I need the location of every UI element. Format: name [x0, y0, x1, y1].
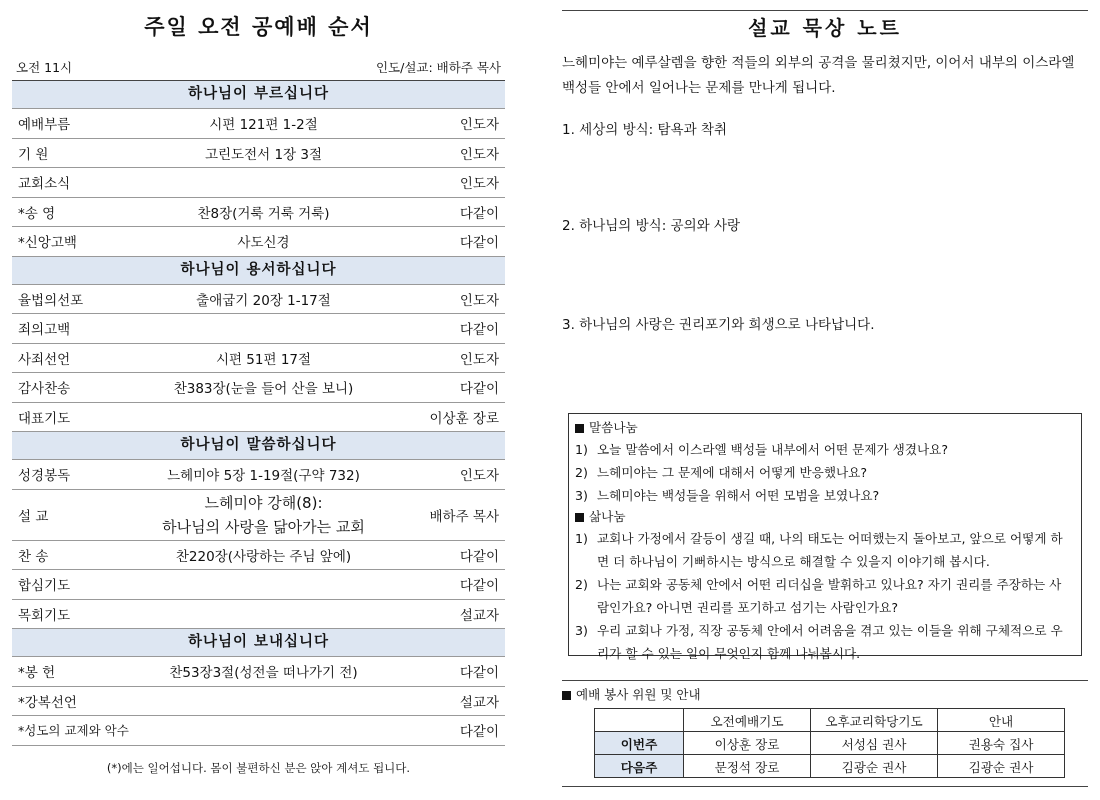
order-row	[12, 314, 505, 344]
section-header: 하나님이 말씀하십니다	[12, 432, 505, 460]
row-item: 성경봉독	[18, 468, 71, 485]
order-row	[12, 687, 505, 717]
question-item: 1) 오늘 말씀에서 이스라엘 백성들 내부에서 어떤 문제가 생겼나요?	[575, 442, 949, 457]
sharing-box	[568, 413, 1082, 661]
row-content: 찬8장(거룩 거룩 거룩)	[197, 205, 330, 222]
square-bullet-icon	[575, 424, 584, 433]
order-row	[12, 460, 505, 490]
section-header: 하나님이 용서하십니다	[12, 257, 505, 285]
table-cell: 이상훈 장로	[684, 732, 811, 755]
row-content: 느헤미야 5장 1-19절(구약 732)	[167, 468, 360, 485]
leader-info: 인도/설교: 배하주 목사	[375, 60, 501, 75]
row-item: 감사찬송	[18, 381, 71, 398]
order-row	[12, 227, 505, 257]
row-by: 설교자	[459, 694, 499, 711]
notes-title: 설교 묵상 노트	[562, 10, 1088, 43]
row-by: 다같이	[459, 322, 499, 339]
row-item: 대표기도	[18, 410, 71, 427]
row-item: 사죄선언	[18, 351, 71, 368]
table-row	[595, 732, 1065, 755]
column-header: 안내	[938, 709, 1065, 732]
order-row	[12, 657, 505, 687]
table-header-row	[595, 709, 1065, 732]
column-header: 오후교리학당기도	[811, 709, 938, 732]
row-item: 설 교	[18, 508, 49, 525]
service-heading: 예배 봉사 위원 및 안내	[562, 680, 1088, 703]
word-sharing-heading: 말씀나눔	[575, 418, 1073, 438]
sermon-point: 3. 하나님의 사랑은 권리포기와 희생으로 나타납니다.	[562, 317, 875, 333]
row-item: 합심기도	[18, 578, 71, 595]
row-by: 인도자	[459, 468, 499, 485]
row-by: 다같이	[459, 205, 499, 222]
worship-order	[12, 0, 505, 776]
sermon-notes	[562, 0, 1088, 775]
life-sharing-heading: 삶나눔	[575, 507, 1073, 527]
order-row	[12, 541, 505, 571]
row-content: 시편 121편 1-2절	[209, 117, 318, 134]
question-item: 3) 우리 교회나 가정, 직장 공동체 안에서 어려움을 겪고 있는 이들을 위해 구체적으로 우리가 할 수 있는 일이 무엇인지 함께 나눠봅시다.	[575, 623, 1063, 661]
table-cell: 서성심 권사	[811, 732, 938, 755]
order-row	[12, 285, 505, 315]
section-header: 하나님이 부르십니다	[12, 81, 505, 109]
order-row	[12, 403, 505, 433]
sermon-series: 느헤미야 강해(8):	[204, 493, 323, 512]
table-cell: 김광순 권사	[938, 755, 1065, 778]
bottom-rule	[562, 786, 1088, 787]
table-cell: 김광순 권사	[811, 755, 938, 778]
row-content: 고린도전서 1장 3절	[204, 146, 323, 163]
order-row	[12, 373, 505, 403]
service-table	[594, 708, 1065, 778]
row-content: 사도신경	[237, 235, 290, 252]
row-by: 배하주 목사	[429, 508, 499, 525]
row-content: 찬53장3절(성전을 떠나가기 전)	[169, 665, 358, 682]
order-title: 주일 오전 공예배 순서	[144, 15, 373, 39]
row-item: *신앙고백	[18, 235, 77, 252]
row-item: *성도의 교제와 악수	[18, 723, 129, 739]
row-item: *봉 헌	[18, 665, 56, 682]
row-content: 출애굽기 20장 1-17절	[196, 292, 331, 309]
row-label: 이번주	[595, 732, 684, 755]
order-row	[12, 198, 505, 228]
order-row	[12, 109, 505, 139]
order-row	[12, 139, 505, 169]
row-item: 기 원	[18, 146, 49, 163]
row-by: 다같이	[459, 235, 499, 252]
row-item: *송 영	[18, 205, 56, 222]
sermon-title	[132, 491, 395, 539]
row-by: 설교자	[459, 607, 499, 624]
row-label: 다음주	[595, 755, 684, 778]
table-cell: 권용숙 집사	[938, 732, 1065, 755]
order-meta	[12, 58, 505, 81]
sermon-point: 1. 세상의 방식: 탐욕과 착취	[562, 122, 728, 138]
service-time: 오전 11시	[16, 60, 73, 75]
row-item: 찬 송	[18, 548, 49, 565]
square-bullet-icon	[562, 691, 571, 700]
row-content: 찬220장(사랑하는 주님 앞에)	[175, 548, 352, 565]
row-by: 다같이	[459, 665, 499, 682]
table-cell: 문정석 장로	[684, 755, 811, 778]
row-item: 율법의선포	[18, 292, 84, 309]
row-by: 인도자	[459, 292, 499, 309]
question-item: 2) 나는 교회와 공동체 안에서 어떤 리더십을 발휘하고 있나요? 자기 권리를 주장하는 사람인가요? 아니면 권리를 포기하고 섬기는 사람인가요?	[575, 577, 1062, 615]
order-row-sermon	[12, 490, 505, 541]
row-by: 이상훈 장로	[429, 410, 499, 427]
row-by: 인도자	[459, 351, 499, 368]
standing-note: (*)에는 일어섭니다. 몸이 불편하신 분은 앉아 계셔도 됩니다.	[106, 760, 411, 775]
order-row	[12, 168, 505, 198]
square-bullet-icon	[575, 513, 584, 522]
row-by: 다같이	[459, 724, 499, 741]
row-item: 예배부름	[18, 117, 71, 134]
question-item: 2) 느헤미야는 그 문제에 대해서 어떻게 반응했나요?	[575, 465, 868, 480]
row-item: 죄의고백	[18, 322, 71, 339]
row-item: 목회기도	[18, 607, 71, 624]
table-corner	[595, 709, 684, 732]
row-item: *강복선언	[18, 694, 77, 711]
order-row	[12, 600, 505, 630]
row-by: 인도자	[459, 146, 499, 163]
sermon-point: 2. 하나님의 방식: 공의와 사랑	[562, 218, 741, 234]
row-by: 인도자	[459, 117, 499, 134]
row-item: 교회소식	[18, 176, 71, 193]
row-by: 다같이	[459, 578, 499, 595]
row-content: 시편 51편 17절	[215, 351, 312, 368]
question-item: 3) 느헤미야는 백성들을 위해서 어떤 모범을 보였나요?	[575, 488, 880, 503]
sermon-subtitle: 하나님의 사랑을 닮아가는 교회	[162, 517, 365, 536]
order-row	[12, 570, 505, 600]
row-by: 다같이	[459, 548, 499, 565]
order-row	[12, 344, 505, 374]
section-header: 하나님이 보내십니다	[12, 629, 505, 657]
column-header: 오전예배기도	[684, 709, 811, 732]
row-content: 찬383장(눈을 들어 산을 보니)	[173, 381, 354, 398]
row-by: 다같이	[459, 381, 499, 398]
question-item: 1) 교회나 가정에서 갈등이 생길 때, 나의 태도는 어떠했는지 돌아보고, 앞으로 어떻게 하면 더 하나님이 기뻐하시는 방식으로 해결할 수 있을지 이야기해 봅시다.	[575, 531, 1063, 569]
notes-intro: 느헤미야는 예루살렘을 향한 적들의 외부의 공격을 물리쳤지만, 이어서 내부의 이스라엘 백성들 안에서 일어나는 문제를 만나게 됩니다.	[562, 55, 1075, 96]
table-row	[595, 755, 1065, 778]
row-by: 인도자	[459, 176, 499, 193]
order-row	[12, 716, 505, 746]
